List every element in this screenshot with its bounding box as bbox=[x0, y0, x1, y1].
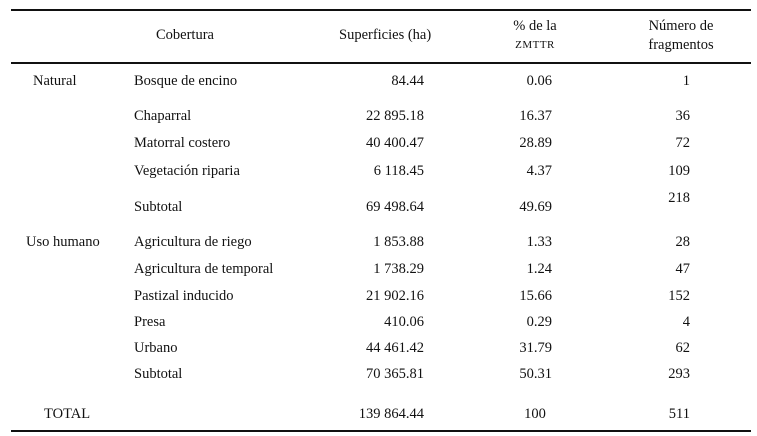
subtotal-label: Subtotal bbox=[134, 199, 183, 215]
row-pct: 1.33 bbox=[526, 234, 552, 250]
row-frag: 152 bbox=[668, 288, 690, 304]
row-area: 6 118.45 bbox=[373, 163, 424, 179]
header-pct-line2: ZMTTR bbox=[515, 39, 555, 51]
row-label: Matorral costero bbox=[134, 135, 231, 151]
row-area: 1 853.88 bbox=[373, 234, 424, 250]
row-area: 70 365.81 bbox=[366, 366, 424, 382]
row-pct: 0.06 bbox=[526, 73, 552, 89]
row-area: 22 895.18 bbox=[366, 108, 424, 124]
row-area: 21 902.16 bbox=[366, 288, 424, 304]
row-frag: 293 bbox=[668, 366, 690, 382]
row-pct: 4.37 bbox=[526, 163, 552, 179]
row-label: Pastizal inducido bbox=[134, 288, 234, 304]
row-frag: 109 bbox=[668, 163, 690, 179]
header-pct-line1: % de la bbox=[513, 18, 557, 34]
group-natural: Natural bbox=[33, 73, 77, 89]
row-pct: 31.79 bbox=[519, 340, 552, 356]
header-cobertura: Cobertura bbox=[156, 27, 214, 43]
row-pct: 49.69 bbox=[519, 199, 552, 215]
total-pct: 100 bbox=[524, 406, 546, 422]
row-area: 84.44 bbox=[391, 73, 424, 89]
group-uso-humano: Uso humano bbox=[26, 234, 100, 250]
row-label: Chaparral bbox=[134, 108, 192, 124]
total-area: 139 864.44 bbox=[358, 406, 424, 422]
row-pct: 28.89 bbox=[519, 135, 552, 151]
row-frag: 1 bbox=[682, 73, 690, 89]
row-pct: 0.29 bbox=[526, 314, 552, 330]
row-label: Vegetación riparia bbox=[134, 163, 240, 179]
total-frag: 511 bbox=[668, 406, 690, 422]
row-pct: 1.24 bbox=[526, 261, 552, 277]
row-area: 44 461.42 bbox=[366, 340, 424, 356]
row-area: 1 738.29 bbox=[373, 261, 424, 277]
row-area: 69 498.64 bbox=[366, 199, 424, 215]
row-label: Bosque de encino bbox=[134, 73, 238, 89]
row-frag: 62 bbox=[675, 340, 690, 356]
row-frag: 36 bbox=[675, 108, 690, 124]
subtotal-label: Subtotal bbox=[134, 366, 183, 382]
table-header-rule bbox=[11, 62, 751, 64]
row-label: Urbano bbox=[134, 340, 178, 356]
header-num-line1: Número de bbox=[648, 18, 714, 34]
row-label: Agricultura de riego bbox=[134, 234, 252, 250]
table-top-rule bbox=[11, 9, 751, 11]
header-superficies: Superficies (ha) bbox=[339, 27, 432, 43]
table-bottom-rule bbox=[11, 430, 751, 432]
row-frag: 218 bbox=[668, 190, 690, 206]
row-frag: 28 bbox=[675, 234, 690, 250]
total-label: TOTAL bbox=[44, 406, 91, 422]
row-label: Agricultura de temporal bbox=[134, 261, 274, 277]
row-pct: 15.66 bbox=[519, 288, 552, 304]
row-pct: 16.37 bbox=[519, 108, 552, 124]
row-area: 40 400.47 bbox=[366, 135, 424, 151]
row-frag: 4 bbox=[682, 314, 690, 330]
row-pct: 50.31 bbox=[519, 366, 552, 382]
row-frag: 47 bbox=[675, 261, 690, 277]
row-frag: 72 bbox=[675, 135, 690, 151]
row-area: 410.06 bbox=[384, 314, 424, 330]
header-num-line2: fragmentos bbox=[648, 37, 714, 53]
row-label: Presa bbox=[134, 314, 166, 330]
